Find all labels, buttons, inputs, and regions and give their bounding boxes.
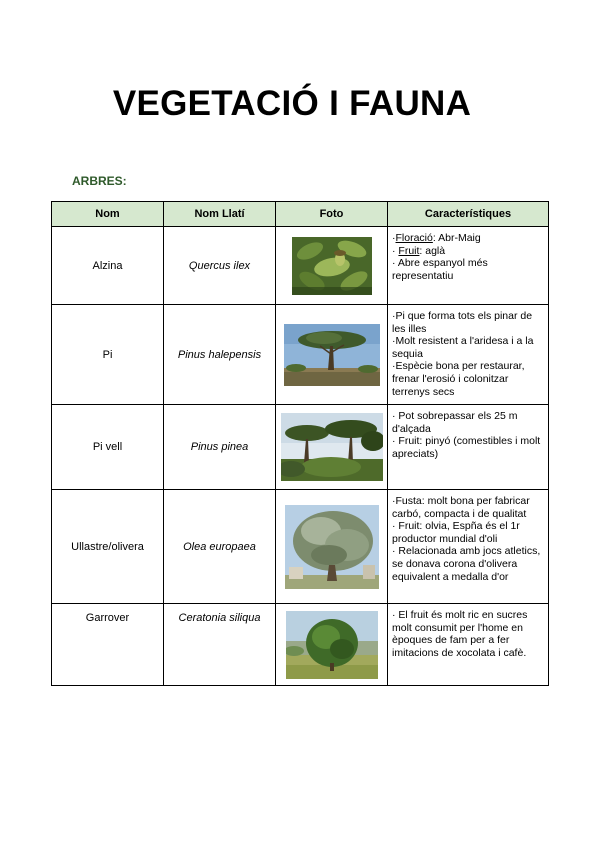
cell-nom: Alzina: [52, 227, 164, 305]
cell-caracteristiques: [388, 405, 549, 490]
table-row: [52, 405, 549, 490]
feature-line: · Relacionada amb jocs atletics, se donava corona d'olivera equivalent a medalla d'or: [392, 545, 541, 583]
cell-caracteristiques: [388, 305, 549, 405]
cell-foto: [276, 305, 388, 405]
header-nom: Nom: [52, 202, 164, 227]
cell-foto: [276, 604, 388, 686]
header-caracteristiques: Característiques: [388, 202, 549, 227]
cell-foto: [276, 490, 388, 604]
page-title: VEGETACIÓ I FAUNA: [112, 84, 472, 123]
trees-table: [51, 201, 549, 686]
cell-latin: Pinus halepensis: [164, 305, 276, 405]
cell-nom: Ullastre/olivera: [52, 490, 164, 604]
cell-latin: Ceratonia siliqua: [164, 604, 276, 686]
header-nom-llati: Nom Llatí: [164, 202, 276, 227]
feature-line: ·Fusta: molt bona per fabricar carbó, compacta i de qualitat: [392, 495, 530, 520]
cell-nom: Garrover: [52, 604, 164, 686]
cell-foto: [276, 405, 388, 490]
section-heading: ARBRES:: [72, 174, 127, 188]
table-row: [52, 490, 549, 604]
cell-latin: Olea europaea: [164, 490, 276, 604]
cell-latin: Quercus ilex: [164, 227, 276, 305]
feature-line: · Fruit: pinyó (comestibles i molt apreciats): [392, 435, 541, 460]
cell-nom: Pi: [52, 305, 164, 405]
feature-line: ·Espècie bona per restaurar, frenar l'erosió i colonitzar terrenys secs: [392, 360, 525, 398]
table-header-row: [52, 202, 549, 227]
feature-line: · Abre espanyol més representatiu: [392, 257, 488, 282]
olive-tree-photo: [285, 505, 379, 589]
holm-oak-leaves-acorn-photo: [292, 237, 372, 295]
cell-foto: [276, 227, 388, 305]
feature-line: ·Floració: Abr-Maig: [392, 232, 481, 244]
header-foto: Foto: [276, 202, 388, 227]
feature-line: · El fruit és molt ric en sucres molt consumit per l'home en èpoques de fam per a fer imitacions de xocolata i cafè.: [392, 609, 528, 659]
table-row: [52, 305, 549, 405]
cell-nom: Pi vell: [52, 405, 164, 490]
table-row: [52, 604, 549, 686]
table-row: [52, 227, 549, 305]
feature-line: · Fruit: aglà: [392, 244, 446, 257]
carob-tree-photo: [286, 611, 378, 679]
feature-line: · Pot sobrepassar els 25 m d'alçada: [392, 410, 518, 435]
feature-line: ·Molt resistent a l'aridesa i a la sequia: [392, 335, 534, 360]
feature-line: · Fruit: olvia, Espña és el 1r productor mundial d'oli: [392, 520, 520, 545]
feature-line: ·Pi que forma tots els pinar de les illes: [392, 310, 533, 335]
aleppo-pine-tree-photo: [284, 324, 380, 386]
cell-latin: Pinus pinea: [164, 405, 276, 490]
cell-caracteristiques: [388, 227, 549, 305]
cell-caracteristiques: [388, 490, 549, 604]
stone-pine-trees-photo: [281, 413, 383, 481]
cell-caracteristiques: [388, 604, 549, 686]
